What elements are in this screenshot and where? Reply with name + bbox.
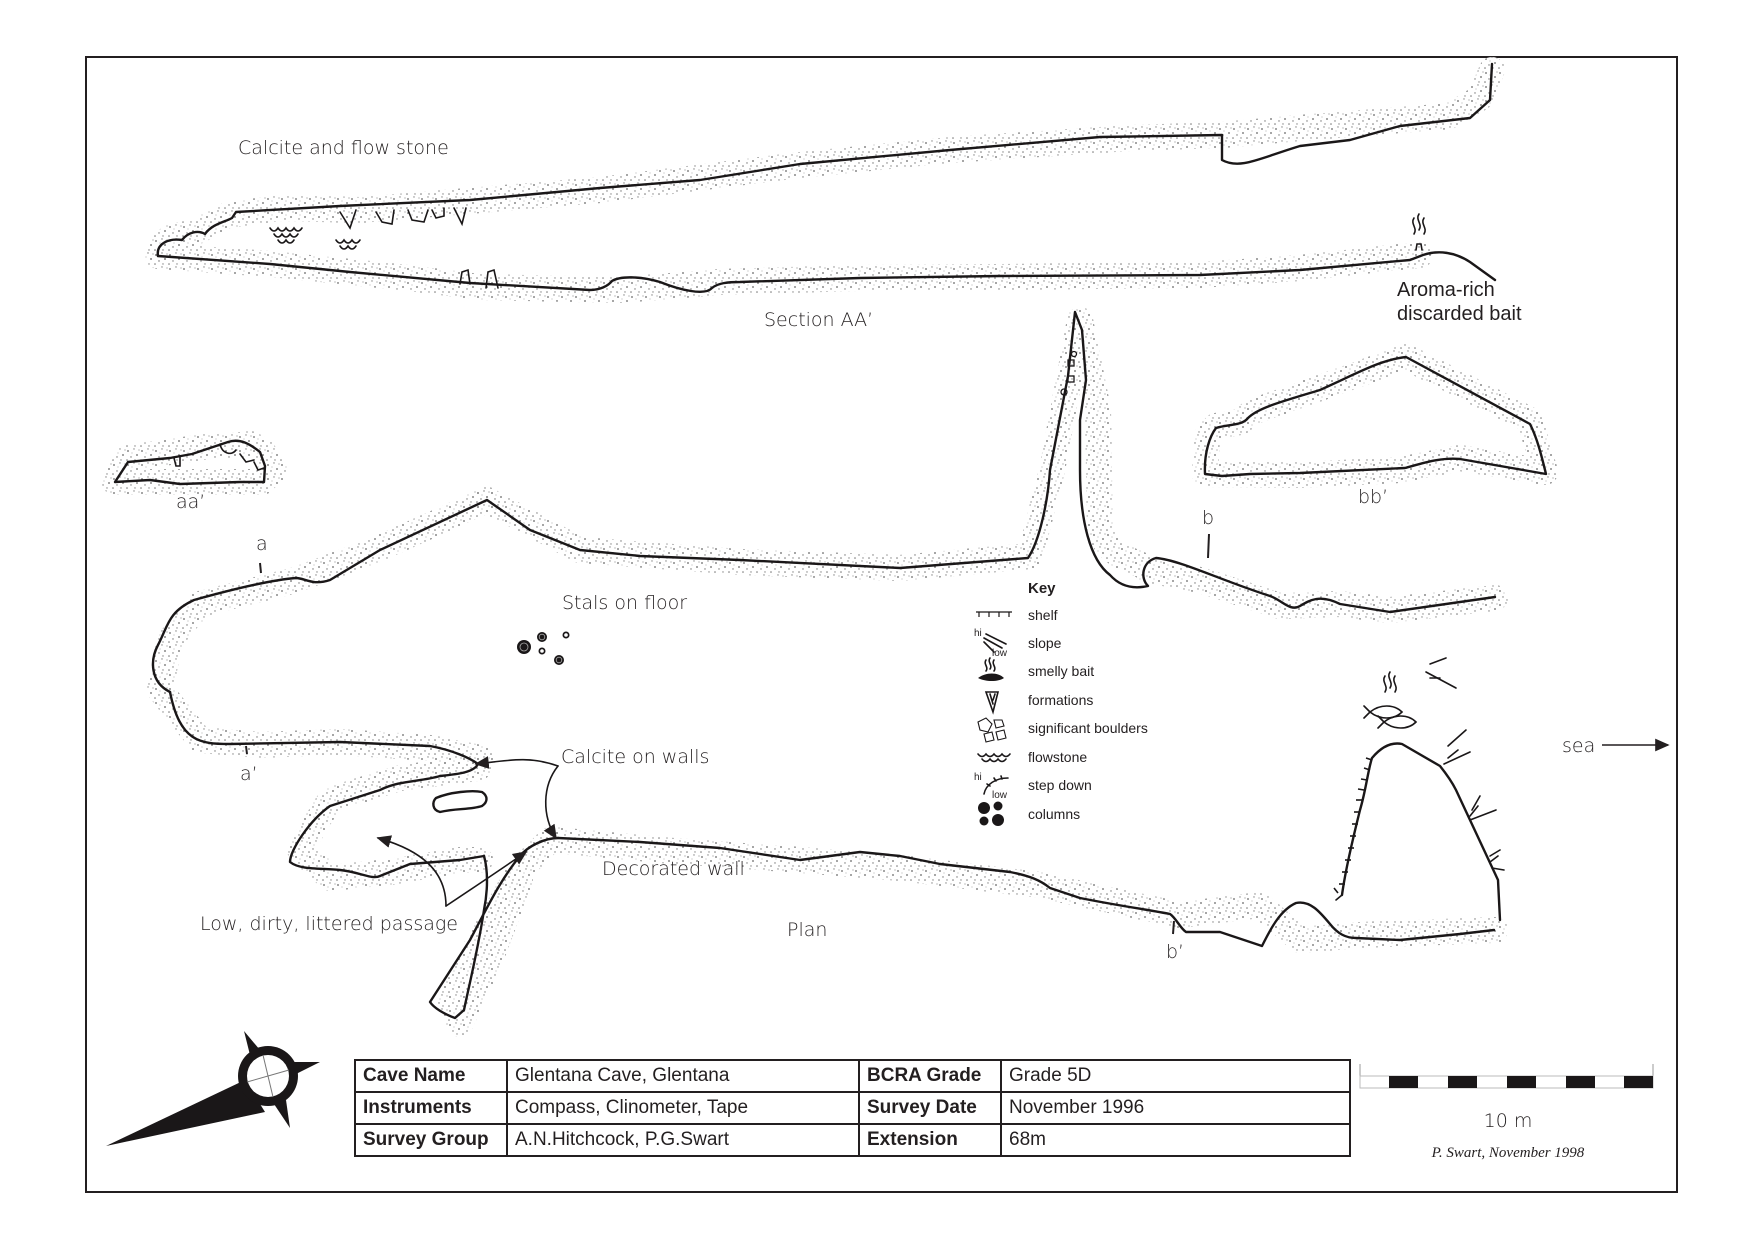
table-row [355, 1092, 1350, 1124]
table-row [355, 1124, 1350, 1156]
step-down-icon [974, 772, 1008, 801]
cross-section-bb [1205, 357, 1546, 508]
plan-label: Plan [787, 919, 828, 941]
key-label-smelly-bait: smelly bait [1028, 663, 1095, 679]
flowstone-icon [978, 754, 1010, 762]
boulders-icon [978, 718, 1006, 742]
survey-date-key: Survey Date [859, 1092, 1001, 1124]
key-label-formations: formations [1028, 692, 1094, 708]
survey-info-table [354, 1059, 1351, 1157]
stals-on-floor-label: Stals on floor [562, 592, 688, 614]
columns-icon [517, 632, 570, 666]
calcite-flowstone-label: Calcite and flow stone [238, 137, 449, 159]
key-label-columns: columns [1028, 806, 1081, 822]
slope-hi-label: hi [974, 628, 982, 639]
cross-section-aa [115, 441, 275, 513]
aroma-label-1: Aroma-rich [1397, 279, 1495, 301]
b-marker-label: b [1202, 507, 1215, 529]
key-title: Key [1028, 580, 1056, 597]
scale-label: 10 m [1483, 1110, 1533, 1132]
key-label-boulders: significant boulders [1028, 720, 1148, 736]
formations-icon [986, 692, 998, 712]
smelly-bait-icon [978, 658, 1004, 681]
step-low-label: low [992, 790, 1008, 801]
bb-prime-label: bb’ [1358, 486, 1389, 508]
extension-value: 68m [1001, 1124, 1350, 1156]
north-arrow-icon [106, 1031, 320, 1146]
table-row [355, 1060, 1350, 1092]
instruments-key: Instruments [355, 1092, 507, 1124]
aa-prime-label: aa’ [176, 491, 206, 513]
sea-label: sea [1562, 735, 1596, 757]
flowstone-icon [270, 228, 302, 243]
plan-view [153, 312, 1668, 1024]
slope-icon [974, 628, 1008, 659]
smelly-bait-icon [1384, 672, 1396, 692]
survey-group-value: A.N.Hitchcock, P.G.Swart [507, 1124, 859, 1156]
instruments-value: Compass, Clinometer, Tape [507, 1092, 859, 1124]
shelf-icon [976, 612, 1012, 617]
page-frame [86, 57, 1677, 1192]
bcra-grade-key: BCRA Grade [859, 1060, 1001, 1092]
key-label-shelf: shelf [1028, 607, 1058, 623]
aroma-label-2: discarded bait [1397, 303, 1522, 325]
fish-icon [1364, 706, 1416, 728]
scale-bar [1360, 1064, 1653, 1132]
section-aa [158, 64, 1522, 331]
flowstone-icon [336, 240, 360, 249]
low-passage-label: Low, dirty, littered passage [200, 913, 458, 935]
slope-low-label: low [992, 648, 1008, 659]
key-label-flowstone: flowstone [1028, 749, 1088, 765]
calcite-on-walls-label: Calcite on walls [561, 746, 710, 768]
b-prime-marker-label: b’ [1166, 941, 1185, 963]
key-label-slope: slope [1028, 635, 1062, 651]
a-marker-label: a [256, 533, 268, 555]
bcra-grade-value: Grade 5D [1001, 1060, 1350, 1092]
key-label-step-down: step down [1028, 777, 1092, 793]
credit-signature: P. Swart, November 1998 [1431, 1145, 1585, 1161]
decorated-wall-label: Decorated wall [602, 858, 745, 880]
cave-name-key: Cave Name [355, 1060, 507, 1092]
step-hi-label: hi [974, 772, 982, 783]
survey-group-key: Survey Group [355, 1124, 507, 1156]
map-key [974, 580, 1148, 826]
a-prime-marker-label: a’ [240, 763, 258, 785]
cave-name-value: Glentana Cave, Glentana [507, 1060, 859, 1092]
columns-icon [978, 802, 1004, 827]
extension-key: Extension [859, 1124, 1001, 1156]
section-aa-label: Section AA’ [764, 309, 874, 331]
survey-date-value: November 1996 [1001, 1092, 1350, 1124]
